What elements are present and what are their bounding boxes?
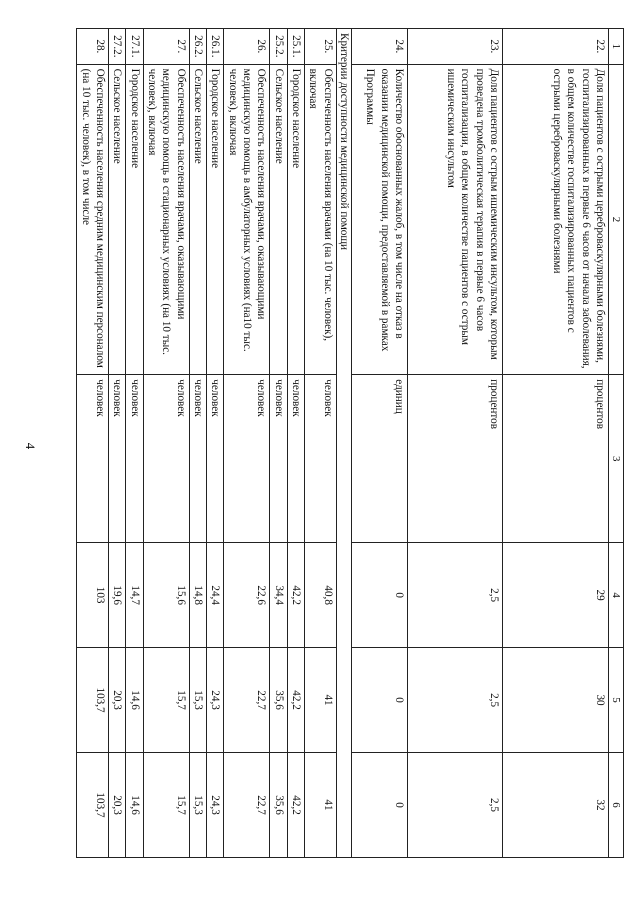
row-description: Обеспеченность населения врачами (на 10 тыс. человек), включая (304, 64, 336, 375)
value-col5: 0 (351, 648, 407, 753)
value-col6: 0 (351, 753, 407, 858)
row-description: Городское население (126, 64, 143, 375)
table-row (304, 29, 336, 858)
value-col4: 42,2 (287, 543, 304, 648)
page-number: 4 (23, 442, 38, 450)
table-row (143, 29, 189, 858)
row-number: 28. (77, 29, 109, 65)
table-row (206, 29, 223, 858)
row-unit: человек (189, 375, 206, 543)
table-row (287, 29, 304, 858)
row-number: 26.2. (189, 29, 206, 65)
row-unit: человек (304, 375, 336, 543)
value-col4: 40,8 (304, 543, 336, 648)
row-number: 24. (351, 29, 407, 65)
rotated-table-container (56, 28, 624, 858)
row-unit: единиц (351, 375, 407, 543)
header-cell: 1 (608, 29, 623, 65)
value-col4: 0 (351, 543, 407, 648)
table-row (224, 29, 270, 858)
row-unit: человек (287, 375, 304, 543)
value-col4: 103 (77, 543, 109, 648)
table-row (189, 29, 206, 858)
value-col4: 34,4 (270, 543, 287, 648)
row-description: Городское население (287, 64, 304, 375)
row-description: Доля пациентов с острым ишемическим инсультом, которым проведена тромболитическая терапия в первые 6 часов госпитализации, в общем количестве пациентов с острым ишемическим инсультом (407, 64, 502, 375)
value-col6: 15,7 (143, 753, 189, 858)
row-number: 22. (502, 29, 608, 65)
value-col5: 41 (304, 648, 336, 753)
row-description: Сельское население (189, 64, 206, 375)
row-unit: человек (206, 375, 223, 543)
value-col6: 20,3 (109, 753, 126, 858)
value-col5: 20,3 (109, 648, 126, 753)
row-unit: процентов (502, 375, 608, 543)
row-description: Доля пациентов с острыми цереброваскулярными болезнями, госпитализированных в первые 6 часов от начала заболевания, в общем количестве госпитализированных пациентов с острыми цереброваскулярными болезнями (502, 64, 608, 375)
value-col4: 2,5 (407, 543, 502, 648)
value-col5: 103,7 (77, 648, 109, 753)
value-col4: 14,7 (126, 543, 143, 648)
value-col5: 35,6 (270, 648, 287, 753)
value-col6: 103,7 (77, 753, 109, 858)
row-description: Количество обоснованных жалоб, в том числе на отказ в оказании медицинской помощи, предоставляемой в рамках Программы (351, 64, 407, 375)
row-description: Городское население (206, 64, 223, 375)
row-number: 27.1. (126, 29, 143, 65)
table-row (270, 29, 287, 858)
table-row (502, 29, 608, 858)
value-col5: 14,6 (126, 648, 143, 753)
row-unit: человек (126, 375, 143, 543)
table-row (351, 29, 407, 858)
value-col5: 42,2 (287, 648, 304, 753)
section-title: Критерии доступности медицинской помощи (336, 29, 351, 858)
header-cell: 4 (608, 543, 623, 648)
header-cell: 5 (608, 648, 623, 753)
value-col6: 15,3 (189, 753, 206, 858)
value-col5: 30 (502, 648, 608, 753)
value-col5: 15,3 (189, 648, 206, 753)
value-col6: 32 (502, 753, 608, 858)
row-unit: процентов (407, 375, 502, 543)
section-row (336, 29, 351, 858)
header-cell: 3 (608, 375, 623, 543)
value-col4: 22,6 (224, 543, 270, 648)
row-number: 27.2. (109, 29, 126, 65)
row-number: 26. (224, 29, 270, 65)
value-col4: 24,4 (206, 543, 223, 648)
value-col6: 35,6 (270, 753, 287, 858)
value-col4: 29 (502, 543, 608, 648)
row-unit: человек (143, 375, 189, 543)
row-description: Обеспеченность населения средним медицинским персоналом (на 10 тыс. человек), в том числе (77, 64, 109, 375)
value-col6: 14,6 (126, 753, 143, 858)
row-unit: человек (109, 375, 126, 543)
value-col6: 42,2 (287, 753, 304, 858)
row-unit: человек (224, 375, 270, 543)
row-description: Сельское население (270, 64, 287, 375)
row-number: 23. (407, 29, 502, 65)
table-row (126, 29, 143, 858)
table-row (109, 29, 126, 858)
value-col5: 2,5 (407, 648, 502, 753)
header-cell: 2 (608, 64, 623, 375)
row-description: Обеспеченность населения врачами, оказывающими медицинскую помощь в стационарных условиях (на 10 тыс. человек), включая (143, 64, 189, 375)
value-col6: 2,5 (407, 753, 502, 858)
table-row (77, 29, 109, 858)
row-number: 26.1. (206, 29, 223, 65)
value-col5: 24,3 (206, 648, 223, 753)
header-cell: 6 (608, 753, 623, 858)
table-row (407, 29, 502, 858)
value-col6: 41 (304, 753, 336, 858)
value-col4: 19,6 (109, 543, 126, 648)
row-description: Сельское население (109, 64, 126, 375)
value-col4: 15,6 (143, 543, 189, 648)
row-number: 25. (304, 29, 336, 65)
row-description: Обеспеченность населения врачами, оказывающими медицинскую помощь в амбулаторных условиях (на10 тыс. человек), включая (224, 64, 270, 375)
value-col6: 22,7 (224, 753, 270, 858)
row-number: 25.1. (287, 29, 304, 65)
row-unit: человек (77, 375, 109, 543)
value-col4: 14,8 (189, 543, 206, 648)
table-header-row (608, 29, 623, 858)
row-number: 25.2. (270, 29, 287, 65)
value-col6: 24,3 (206, 753, 223, 858)
criteria-table (76, 28, 624, 858)
value-col5: 15,7 (143, 648, 189, 753)
row-unit: человек (270, 375, 287, 543)
value-col5: 22,7 (224, 648, 270, 753)
row-number: 27. (143, 29, 189, 65)
